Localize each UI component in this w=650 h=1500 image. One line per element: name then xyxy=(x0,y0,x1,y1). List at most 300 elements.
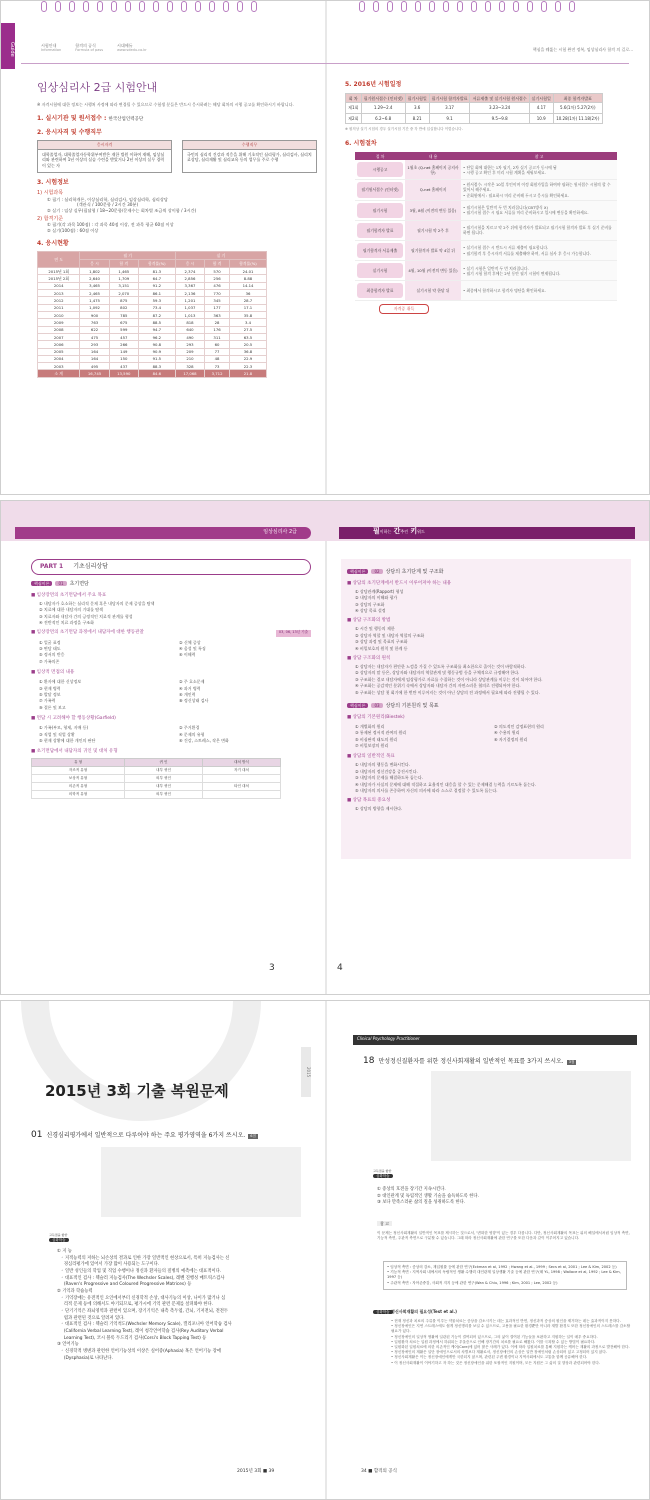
list-item: ⑤ 정서의 반응 xyxy=(39,652,65,658)
table-header-cell: 회 차 xyxy=(346,94,362,103)
table-cell: 209 xyxy=(175,348,204,355)
answer-line: 리적 문제 등에 의해서도 야기되므로, 평가시에 기억 관련 문제를 살펴봐야 한다. xyxy=(57,1302,214,1308)
table-cell: 2006 xyxy=(38,341,80,348)
chapter-heading: 핵심이론 03 상담의 기본원리 및 목표 xyxy=(347,703,625,710)
list-item: ⑨ 결론 및 보고 xyxy=(39,704,66,710)
deep-study-line: • 현재 정신과 치료의 주류를 이루는 약물치료는 증상을 감소시키는 데는 효과적인 반면, 정신과적 증상의 원인을 제거하는 데는 효과적이지 못하다. xyxy=(391,1319,621,1323)
page-gutter xyxy=(325,501,327,994)
answer-line: ③ 보다 만족스러운 삶의 질을 성취하도록 한다. xyxy=(377,1200,466,1206)
table-header-cell: 서류제출 및 실기시험 원서접수 xyxy=(470,94,529,103)
chapter-heading: 핵심이론 01 초기면담 xyxy=(31,581,311,588)
list-item: ④ 음성 및 특징 xyxy=(179,645,206,651)
table-cell: 73.4 xyxy=(138,304,175,311)
procedure-content: 4월, 10월 (이전의 변동 있음) xyxy=(405,261,461,281)
table-cell: 28 xyxy=(205,319,230,326)
table-cell: 자기 대처 xyxy=(202,767,280,775)
procedure-row xyxy=(355,220,617,240)
list-item: ③ 면담 태도 xyxy=(39,645,61,651)
deep-study-heading: 정신사회재활의 필요성(Test et al.) xyxy=(391,1309,457,1314)
list-item: ① 환자에 대한 신상정보 xyxy=(39,679,82,685)
table-cell xyxy=(202,790,280,798)
table-total-row xyxy=(38,370,267,377)
table-cell: 94.7 xyxy=(138,326,175,333)
page-gutter xyxy=(325,1001,327,1499)
guide-nav xyxy=(41,43,147,53)
question-1-answer xyxy=(57,1249,317,1362)
answer-blank-area xyxy=(431,1071,631,1161)
section-heading: 1. 실시기관 및 원서접수 : 한국산업인력공단 xyxy=(37,115,144,123)
table-cell: 의학적 유형 xyxy=(32,790,125,798)
header-rule xyxy=(21,63,629,64)
table-cell: 90.8 xyxy=(138,341,175,348)
deep-study-line: • 일원화된 입원치료에 의한 의존적인 케어(Care)에 있어 많은 사례가 있다. 이에 따라 입원치료를 통해 지원하는 케어는 재활의 과정으로 발전해야 한다. xyxy=(391,1345,630,1350)
answer-line: ③ 언어기능 xyxy=(57,1342,79,1348)
table-row xyxy=(346,113,603,123)
table-cell: 293 xyxy=(175,341,204,348)
procedure-row xyxy=(355,261,617,281)
table-cell: 176 xyxy=(205,326,230,333)
procedure-content: Q-net 홈페이지 xyxy=(405,180,461,200)
list-item: ② 치료에 대한 내담자의 기대를 탐색 xyxy=(39,607,104,613)
text-line: ② 실기 : 임상 실무(필답형 / 18~20문항/문제수는 회차별 조금씩 상이함 / 3시간) xyxy=(47,208,197,213)
answer-line: ◦ 기억장애는 유전적인 요인에서부터 신경학적 손상, 대사기능의 이상, 나이가 많거나 심 xyxy=(57,1295,226,1301)
table-cell: 164 xyxy=(80,348,109,355)
left-header-band: 임상심리사 2급 xyxy=(15,527,311,539)
table-cell: 1,037 xyxy=(175,304,204,311)
table-cell: 9.5~9.8 xyxy=(470,113,529,123)
list-item: ③ 치료자와 내담자 간의 긍정적인 치료적 관계를 형성 xyxy=(39,613,133,619)
topic-two-col xyxy=(347,723,625,750)
procedure-row xyxy=(355,281,617,301)
exam-guide-right-page xyxy=(345,75,635,314)
procedure-stage-label: 필기합격자 발표 xyxy=(357,223,403,238)
topic-two-col xyxy=(31,724,311,744)
list-item: ⑦ 가족력 xyxy=(39,698,56,704)
answer-line: ◦ 단기기억은 좌뇌영역과 관련이 있으며, 장기기억은 내측 측두엽, 간뇌, 기저전뇌, 전전두 xyxy=(57,1308,229,1314)
text-line: ① 필기 : 심리학개론, 이상심리학, 심리검사, 임상심리학, 심리상담 xyxy=(47,196,168,202)
deep-study-line: • 정신장애인의 재활은 일단 장애인으로서의 차별보다 재활로서, 정신장애인의 손상은 일반 장애인처럼 손상되어 있고 고정되어 있지 않다. xyxy=(391,1350,607,1355)
procedure-remark: • 실기 시험은 일반적 두 번 치러집니다. • 필기 시험 합격 후에는 2년 동안 필기 시험이 면제됩니다. xyxy=(461,261,617,281)
table-row xyxy=(32,767,281,775)
table-cell: 8.88 xyxy=(230,275,267,282)
schedule-note: ※ 원칙상 실기 시험의 경우 실기시험 기간 중 각 반에 입실합니다 이렇습니다. xyxy=(345,127,463,132)
table-cell: 457 xyxy=(109,333,138,340)
answer-line: 엽과 관련된 것으로 알려져 있다. xyxy=(57,1315,125,1321)
table-header-cell: 필기시험 합격자발표 xyxy=(429,94,470,103)
table-cell: 84.6 xyxy=(138,370,175,377)
table-cell: 1,201 xyxy=(175,297,204,304)
list-item: ⑤ 구조화는 상담 첫 회기에 한 번만 이루어지는 것이 아닌 상담의 전 과정에서 필요에 따라 진행될 수 있다. xyxy=(355,689,540,695)
table-cell: 타인 대처 xyxy=(202,782,280,790)
procedure-remark: • 필기시험은 일반적 두 번 치러집니다(CBT방식 X) • 필기시험 접수 시 필요 서류를 미리 준비하시고 입시에 변동을 확인하세요. xyxy=(461,200,617,220)
exam-guide-left-page xyxy=(37,81,317,378)
procedure-remark: • 필기시험을 치르고 약 2주 뒤에 합격자가 발표되고 필기시험 합격자 발표 후 실기 준비를 하면 됩니다. xyxy=(461,220,617,240)
list-item: ② 내담자의 이해와 평가 xyxy=(355,595,398,601)
table-row xyxy=(38,282,267,289)
procedure-stage xyxy=(355,240,405,260)
list-item: ③ 상담의 구조화 xyxy=(355,601,385,607)
table-cell: 8.21 xyxy=(405,113,429,123)
deep-study-line: • 입원환자 치료는 입원 과정에서 하위되는 우울증으로 인해 장기간의 치료를 필요로 해왔다. 이를 극복할 수 있는 방법이 필요하다. xyxy=(391,1339,596,1344)
topic-list xyxy=(347,626,625,651)
topic-heading: ■ 상담 목표의 중요성 xyxy=(347,798,391,804)
reference-heading: 참 고 xyxy=(377,1221,392,1226)
answer-line: ◦ 신경학적 병변과 관련한 언어기능상의 이상은 실어증(Aphasia) 혹은 언어기능 장애 xyxy=(57,1348,221,1354)
question-1: 01 신경심리평가에서 일반적으로 다루어야 하는 주요 평가영역을 6가지 쓰시오. 6점 xyxy=(31,1130,256,1140)
table-cell: 20.5 xyxy=(230,341,267,348)
list-item: ⑥ 자기결정의 원리 xyxy=(494,736,528,742)
table-cell: 490 xyxy=(175,333,204,340)
topic-heading: ■ 상담의 기본원리(Biestek) xyxy=(347,714,405,720)
certificate-badge: 자격증 취득 xyxy=(379,304,429,313)
table-cell: 63.5 xyxy=(230,333,267,340)
summary-right-page xyxy=(341,559,631,859)
question-18-answer xyxy=(377,1187,627,1207)
table-row xyxy=(38,355,267,362)
list-item: ⑥ 건강, 스트레스, 작은 변화 xyxy=(179,737,229,743)
table-cell: 59.3 xyxy=(138,297,175,304)
list-item: ① 상담의 방향을 제시한다. xyxy=(355,806,403,812)
list-item: ③ 구조화는 결코 내담자에게 임상평가로 자료를 수집하는 것이 아니라 상담관계를 이루는 것이 되어야 한다. xyxy=(355,676,543,682)
year-tab: 2015 xyxy=(301,1047,311,1097)
procedure-stage xyxy=(355,160,405,180)
table-cell: 875 xyxy=(109,297,138,304)
table-cell: 제1회 xyxy=(346,103,362,113)
list-item: ② 내담자의 정신건강을 증진시킨다. xyxy=(355,768,418,774)
reference-item: • 기능적 측면 : 지역사회 내에서의 독립적인 생활 수행력 대인관계 일상생활 기술 등에 관한 연구(헤 YL, 1998 ; Wallace et al, 1992 ; Lee & Kim, 1997 등) xyxy=(387,1270,621,1280)
list-item: ① 상담자는 내담자가 편안한 느낌을 가질 수 있도록 구조화를 최소한으로 줄이는 것이 바람직하다. xyxy=(355,664,526,670)
table-cell: 10.9 xyxy=(529,113,553,123)
deep-study-text xyxy=(391,1319,631,1366)
table-header-cell: 실기시험일 xyxy=(529,94,553,103)
list-item: ⑦ 가족의존 xyxy=(39,658,60,664)
summary-spread xyxy=(0,500,650,995)
procedure-stage-label: 필기시험 xyxy=(357,203,403,218)
table-cell: 10.28(1차) 11.18(2차) xyxy=(553,113,602,123)
table-cell: 17.1 xyxy=(230,304,267,311)
table-cell: 802 xyxy=(109,304,138,311)
binder-rings-left xyxy=(41,1,257,12)
table-row xyxy=(346,103,603,113)
answer-line: ② 기억과 학습능력 xyxy=(57,1288,93,1294)
table-cell: 1,465 xyxy=(109,268,138,275)
table-header-cell: 필기시험일 xyxy=(405,94,429,103)
table-cell: 보상적 유형 xyxy=(32,775,125,783)
table-cell: 495 xyxy=(80,363,109,370)
table-row xyxy=(38,311,267,318)
table-cell: 2013 xyxy=(38,290,80,297)
table-cell: 내부 귀인 xyxy=(125,767,203,775)
table-cell: 763 xyxy=(80,319,109,326)
table-cell: 17,068 xyxy=(175,370,204,377)
list-item: ② 상담자 역할 및 내담자 역할의 구조화 xyxy=(355,632,425,638)
procedure-remark: • 단일 회에 대한는 1차 필기, 2차 실기 공고가 동시에 됨 • 시행 공고 확인 후 미리 시험 계획을 세워보세요. xyxy=(461,160,617,180)
deep-study-line: • 이 정신사회재활이 이야기하고 자 하는 것은 정신장애인을 위한 포괄적인 지원이며, 모든 지원은 그 삶의 질 향상과 관련되어야 한다. xyxy=(391,1360,600,1365)
procedure-row xyxy=(355,240,617,260)
table-row xyxy=(38,319,267,326)
table-cell: 14.14 xyxy=(230,282,267,289)
list-item: ④ 상담 목표 설정 xyxy=(355,607,386,613)
procedure-content: 필기합격자 발표 약 4일 뒤 xyxy=(405,240,461,260)
table-cell: 3.6 xyxy=(405,103,429,113)
attribution-table: 유 형 귀 인 대처 방식 자조적 유형 내부 귀인 자기 대처 보상적 유형 외부 귀인 의존적 유형 내부 귀인 타인 대처 의학적 유형 외부 귀인 xyxy=(31,758,281,798)
table-cell: 88.5 xyxy=(138,319,175,326)
guide-side-tab: Guide xyxy=(1,23,15,69)
table-cell: 2,374 xyxy=(175,268,204,275)
exam-title: 2015년 3회 기출 복원문제 xyxy=(45,1082,229,1100)
table-cell: 77 xyxy=(205,348,230,355)
reference-box xyxy=(383,1261,627,1290)
list-item: ③ 통제된 정서적 관여의 원리 xyxy=(355,730,407,736)
table-cell: 3.4 xyxy=(230,319,267,326)
table-cell: 2,070 xyxy=(109,290,138,297)
answer-line: ◦ 대표적인 검사 : 웩슬러 지능검사(The Wechsler Scales), 레벤 진행성 매트릭스검사 xyxy=(57,1275,225,1281)
topic-heading: ■ 임상장면의 초기면담 과정에서 내담자에 대한 행동관찰 03, 06, 13년 기출 xyxy=(31,630,311,636)
list-item: ② 주거환경 xyxy=(179,725,200,731)
table-header-cell: 최종 합격자발표 xyxy=(553,94,602,103)
table-cell: 599 xyxy=(109,326,138,333)
answer-line: (Dysphasia)로 나타난다. xyxy=(57,1355,113,1361)
list-item: ④ 문제의 유형 xyxy=(179,731,205,737)
answer-line: (California Verbal Learning Test), 레이 청각언어학습 검사(Rey Auditory Verbal xyxy=(57,1328,224,1334)
text-line: (객관식 / 100문항 / 2시간 30분) xyxy=(77,202,139,208)
list-item: ⑤ 내담자의 의사를 존중하여 자신의 의사에 따라 스스로 결정할 수 있도록 돕는다. xyxy=(355,788,498,794)
table-cell: 640 xyxy=(175,326,204,333)
table-cell: 266 xyxy=(109,341,138,348)
table-cell: 311 xyxy=(205,333,230,340)
table-cell: 177 xyxy=(205,304,230,311)
table-cell: 35.8 xyxy=(230,311,267,318)
topic-heading: ■ 임상적 면접의 내용 xyxy=(31,670,75,676)
table-cell: 475 xyxy=(80,333,109,340)
table-cell: 36 xyxy=(230,290,267,297)
table-cell: 2012 xyxy=(38,297,80,304)
procedure-content: 필기시험 약 2주 후 xyxy=(405,220,461,240)
table-cell: 21.8 xyxy=(230,370,267,377)
topic-heading: ■ 초기면담에서 내담자의 귀인 및 대처 유형 xyxy=(31,749,118,755)
text-line: ② 실기(100점) : 60점 이상 xyxy=(47,228,99,234)
table-cell: 1.29~2.4 xyxy=(361,103,405,113)
table-row xyxy=(38,348,267,355)
table-row xyxy=(32,775,281,783)
table-cell: 2,856 xyxy=(175,275,204,282)
table-cell: 소 계 xyxy=(38,370,80,377)
table-cell: 1,709 xyxy=(109,275,138,282)
table-cell: 2,136 xyxy=(175,290,204,297)
binder-rings-right xyxy=(359,1,575,12)
table-cell: 3.23~3.24 xyxy=(470,103,529,113)
table-cell: 818 xyxy=(175,319,204,326)
table-cell: 88.3 xyxy=(138,363,175,370)
list-item: ① 시간 및 행동의 제한 xyxy=(355,626,395,632)
table-cell: 437 xyxy=(109,363,138,370)
topic-heading: ■ 상담 구조화의 원칙 xyxy=(347,656,391,661)
list-item: ③ 직업 및 직업 상황 xyxy=(39,731,75,737)
table-cell: 328 xyxy=(175,363,204,370)
deep-study-label: 고득점을 향한 심화학습 xyxy=(49,1233,68,1243)
answer-line: ① 지 능 xyxy=(57,1249,72,1254)
table-cell: 4.17 xyxy=(529,103,553,113)
deep-study-label: 심화학습 xyxy=(373,1309,393,1315)
list-item: ④ 구조화는 공감적인 분위기 속에서 상담자와 내담자 간의 자연스러운 협의로 진행되어야 한다. xyxy=(355,683,521,689)
table-cell: 150 xyxy=(109,355,138,362)
page-title: 임상심리사 2급 시험안내 xyxy=(37,81,158,94)
table-cell: 87.2 xyxy=(138,311,175,318)
table-cell: 48 xyxy=(205,355,230,362)
table-cell: 3.17 xyxy=(429,103,470,113)
procedure-content: 실기시험 약 한달 뒤 xyxy=(405,281,461,301)
list-item: ④ 수용의 원리 xyxy=(494,730,520,736)
procedure-content: 3월, 8월 (이전의 변동 있음) xyxy=(405,200,461,220)
table-cell: 570 xyxy=(205,268,230,275)
table-cell: 73 xyxy=(205,363,230,370)
table-cell: 제2회 xyxy=(346,113,362,123)
decorative-circle xyxy=(21,1000,261,1121)
table-cell: 외부 귀인 xyxy=(125,790,203,798)
table-cell: 60 xyxy=(205,341,230,348)
list-item: ⑤ 발달 정보 xyxy=(39,691,61,697)
table-cell: 64.7 xyxy=(138,275,175,282)
table-cell: 3,151 xyxy=(109,282,138,289)
nav-item-publisher: 시대에듀 www.sdedu.co.kr xyxy=(117,43,147,53)
topic-heading: ■ 상담의 초기단계에서 반드시 이루어져야 하는 내용 xyxy=(347,580,452,586)
topic-list xyxy=(347,762,625,793)
section-heading: 4. 응시현황 xyxy=(37,239,69,247)
exam-procedure-table: 절 차 내 용 참 고 시행공고 1월초 (Q-net 홈페이지 공지사항) • 단일 회에 대한는 1차 필기, 2차 실기 공고가 동시에 됨 • 시행 공고 확인 후 미리 시험 계획을 세워보세요. 필기원서접수 (인터넷) Q-net 홈페이지 • 원서접수: 시작은 10일 후인이며 이정 회원가입을 하여야 필하는 원서접수 시험의 할 수 있어서 해주세요. • 준회원에서 : 필요하시 미리 준비해 두시고 응시를 확인하세요. 필기시험 3월, 8월 (이전의 변동 있음) • 필기시험은 일반적 두 번 치러집니다(CBT방식 X) • 필기시험 접수 시 필요 서류를 미리 준비하시고 입시에 변동을 확인하세요. 필기합격자 발표 필기시험 약 2주 후 • 필기시험을 치르고 약 2주 뒤에 합격자가 발표되고 필기시험 합격자 발표 후 실기 준비를 하면 됩니다. 필기합격자 서류제출 필기합격자 발표 약 4일 뒤 • 실기시험 접수 시 반드시 서류 제출이 필요합니다. • 필기합격 후 응시자격 서류를 제출해야 하며, 서류 심사 후 응시 가능합니다. 실기시험 4월, 10월 (이전의 변동 있음) • 실기 시험은 일반적 두 번 치러집니다. • 필기 시험 합격 후에는 2년 동안 필기 시험이 면제됩니다. 최종합격자 발표 실기시험 약 한달 뒤 • 최종에서 합격하시고 합격자 명단을 확인하세요. xyxy=(355,152,617,301)
procedure-stage-label: 필기합격자 서류제출 xyxy=(357,243,403,258)
list-item: ④ 전반적인 치료 과정을 구조화 xyxy=(39,620,95,626)
answer-blank-area xyxy=(101,1147,301,1217)
list-item: ⑧ 정신상태 검사 xyxy=(179,698,209,704)
answer-line: ① 증상의 호전을 장기간 지속시킨다. xyxy=(377,1187,446,1192)
list-item: ② 의도적인 감정표현의 원리 xyxy=(494,723,544,729)
answer-line: ② 대인관계 및 독립적인 생활 기술을 습득하도록 한다. xyxy=(377,1193,479,1199)
topic-list xyxy=(347,806,625,811)
topic-two-col xyxy=(31,639,311,666)
list-item: ① 내담자의 행동을 변화시킨다. xyxy=(355,762,411,768)
table-cell: 22.3 xyxy=(230,363,267,370)
section-heading: 5. 2016년 시험일정 xyxy=(345,81,402,88)
nav-item-info: 시험안내 Information xyxy=(41,43,62,53)
table-cell: 2014 xyxy=(38,282,80,289)
topic-heading: ■ 임상장면의 초기면담에서 주요 목표 xyxy=(31,592,107,598)
table-cell: 2015년 2회 xyxy=(38,275,80,282)
table-row xyxy=(38,304,267,311)
list-item: ① 내담자가 호소하는 심리적 문제 혹은 내담자의 문제 증상을 탐색 xyxy=(39,600,155,606)
list-item: ① 가족(부모, 형제, 자매 등) xyxy=(39,725,89,731)
right-header-band: 필이하는 간추린 키워드 xyxy=(339,527,635,539)
table-cell: 2004 xyxy=(38,355,80,362)
deep-study-line: • 정신장애인은 지연 스트레스에도 쉽게 정신병리를 보일 수 있으므로, 고용을 필요한 환경뿐만 아니라 재발 환경도 또한 정신장애인의 스트레스를 감소할 필요가 있다. xyxy=(391,1324,631,1334)
text-line: ① 필기(각 과목 100점) : 각 과목 40점 이상, 전 과목 평균 60점 이상 xyxy=(47,222,174,228)
section-heading: 6. 시험절차 xyxy=(345,139,377,147)
table-cell xyxy=(202,775,280,783)
table-cell: 622 xyxy=(80,326,109,333)
procedure-stage xyxy=(355,281,405,301)
table-cell: 2008 xyxy=(38,326,80,333)
procedure-remark: • 최종에서 합격하시고 합격자 명단을 확인하세요. xyxy=(461,281,617,301)
procedure-stage-label: 최종합격자 발표 xyxy=(357,283,403,298)
exam-schedule-table xyxy=(345,93,603,124)
qualification-boxes xyxy=(37,140,317,172)
topic-heading: ■ 상담 구조화의 방법 xyxy=(347,618,391,624)
reference-text: 이 문제는 정신사회재활의 일반적인 목표를 제시하는 것으로서, '변화한 영향'이 있는 경우 다릅니다. 다만, 정신사회재활의 목표는 위의 해설에서처럼 임상적 측면, 기능적 측면, 주관적 측면으로 구분할 수 있습니다. 그래 따라 정신사회재활에 관한 연구를 또한 다음과 같이 이루어지고 있습니다. xyxy=(377,1231,630,1241)
procedure-row xyxy=(355,200,617,220)
deep-study-line: • 정신사회재활은 이는 정신장애인에게만 국한되지 않으며, 관련된 주변 환경이나 지역사회에서도 고통을 함께 공유해야 한다. xyxy=(391,1355,588,1360)
section-heading: 3. 시험정보 xyxy=(37,178,69,186)
table-row xyxy=(38,363,267,370)
answer-line: 경심리평가에 있어서 가장 많이 사용되는 도구이다. xyxy=(57,1262,160,1268)
right-running-header: 핵심을 꿰뚫는 시험 완전 정복, 임상심리사 합격 의 길로... xyxy=(532,47,633,52)
topic-heading: ■ 면담 시 고려해야 할 행동상황(Garfield) xyxy=(31,716,116,722)
table-cell: 2009 xyxy=(38,319,80,326)
table-cell: 2007 xyxy=(38,333,80,340)
topic-two-col xyxy=(31,678,311,711)
guide-spread xyxy=(0,0,650,495)
table-header-cell: 필기원서접수 (인터넷) xyxy=(361,94,405,103)
procedure-stage xyxy=(355,200,405,220)
list-item: ④ 비밀보호의 원칙 및 한계 등 xyxy=(355,645,408,651)
table-cell: 36.8 xyxy=(230,348,267,355)
table-cell: 3,465 xyxy=(80,282,109,289)
reference-item: • 임상적 측면 : 증상의 감소, 재입원률 등에 관한 연구(Eckman et al, 1992 ; Hwang et al., 1999 ; Secs et al, 2001 ; Lee & Kim, 2002 등) xyxy=(387,1265,617,1269)
table-cell: 27.5 xyxy=(230,326,267,333)
procedure-stage-label: 필기원서접수 (인터넷) xyxy=(357,182,403,197)
procedure-remark: • 실기시험 접수 시 반드시 서류 제출이 필요합니다. • 필기합격 후 응시자격 서류를 제출해야 하며, 서류 심사 후 응시 가능합니다. xyxy=(461,240,617,260)
table-cell: 16,745 xyxy=(80,370,109,377)
summary-left-page xyxy=(31,559,311,799)
table-cell: 345 xyxy=(205,297,230,304)
procedure-stage xyxy=(355,180,405,200)
procedure-stage xyxy=(355,261,405,281)
table-cell: 2011 xyxy=(38,304,80,311)
list-item: ⑦ 비밀보장의 원리 xyxy=(355,743,389,748)
list-item: ③ 현재 병력 xyxy=(39,685,61,691)
topic-list xyxy=(31,601,311,626)
table-cell: 자조적 유형 xyxy=(32,767,125,775)
table-cell: 1,475 xyxy=(80,297,109,304)
answer-line: (Raven's Progressive and Coloured Progressive Matrices) 등 xyxy=(57,1282,192,1288)
list-item: ② 상담자의 말 등은, 상담자와 내담자의 역할관계 및 행동규범 등을 구체적으로 규정해야 한다. xyxy=(355,670,520,676)
table-cell: 1,013 xyxy=(175,311,204,318)
sub-heading: 2) 합격기준 xyxy=(37,215,64,222)
answer-line: ◦ 대표적인 검사 : 웩슬러 기억척도(Wechsler Memory Scale), 캘리포니아 언어학습 검사 xyxy=(57,1322,232,1328)
table-cell: 363 xyxy=(205,311,230,318)
list-item: ⑤ 비심판적 태도의 원리 xyxy=(355,736,398,742)
table-row xyxy=(38,326,267,333)
table-cell: 의존적 유형 xyxy=(32,782,125,790)
table-cell: 2010 xyxy=(38,311,80,318)
reference-item: • 주관적 측면 : 자아존중감, 사회적 지지 등에 관한 연구(Wan & Chiu, 1996 ; Kim, 2001 ; Lee, 2002 등) xyxy=(387,1280,558,1285)
qualification-box: 응시자격 대학졸업자, 대학졸업자등학위부여받은 재한 법원 이하여 재해, 임상심리와 관련하여 1년 이상의 실습 수련을 받았거나 2년 이상의 실무 경력이 있는 자 xyxy=(37,140,172,172)
list-item: ① 상담관계(Rapport) 형성 xyxy=(355,588,404,594)
table-cell: 28.7 xyxy=(230,297,267,304)
table-cell: 6.2~6.8 xyxy=(361,113,405,123)
answer-line: ◦ 일반 성인들의 학업 및 직업 수행이나 정신과 환자들의 질병의 예측에는 대표적이다. xyxy=(57,1268,222,1274)
deep-study-label: 고득점을 향한 심화학습 xyxy=(373,1169,392,1179)
list-item: ④ 과거 병력 xyxy=(179,685,201,691)
table-cell: 91.2 xyxy=(138,282,175,289)
nav-item-pass: 합격의 공식 Formula of pass xyxy=(75,43,104,53)
table-cell: 13,590 xyxy=(109,370,138,377)
page-number: 3 xyxy=(269,962,275,973)
table-cell: 164 xyxy=(80,355,109,362)
list-item: ⑥ 개인력 xyxy=(179,691,196,697)
list-item: ⑤ 현재 상황에 대한 개인의 판단 xyxy=(39,737,96,743)
procedure-remark: • 원서접수: 시작은 10일 후인이며 이정 회원가입을 하여야 필하는 원서접수 시험의 할 수 있어서 해주세요. • 준회원에서 : 필요하시 미리 준비해 두시고 응시를 확인하세요. xyxy=(461,180,617,200)
table-cell: 2,465 xyxy=(80,290,109,297)
table-cell: 2005 xyxy=(38,348,80,355)
